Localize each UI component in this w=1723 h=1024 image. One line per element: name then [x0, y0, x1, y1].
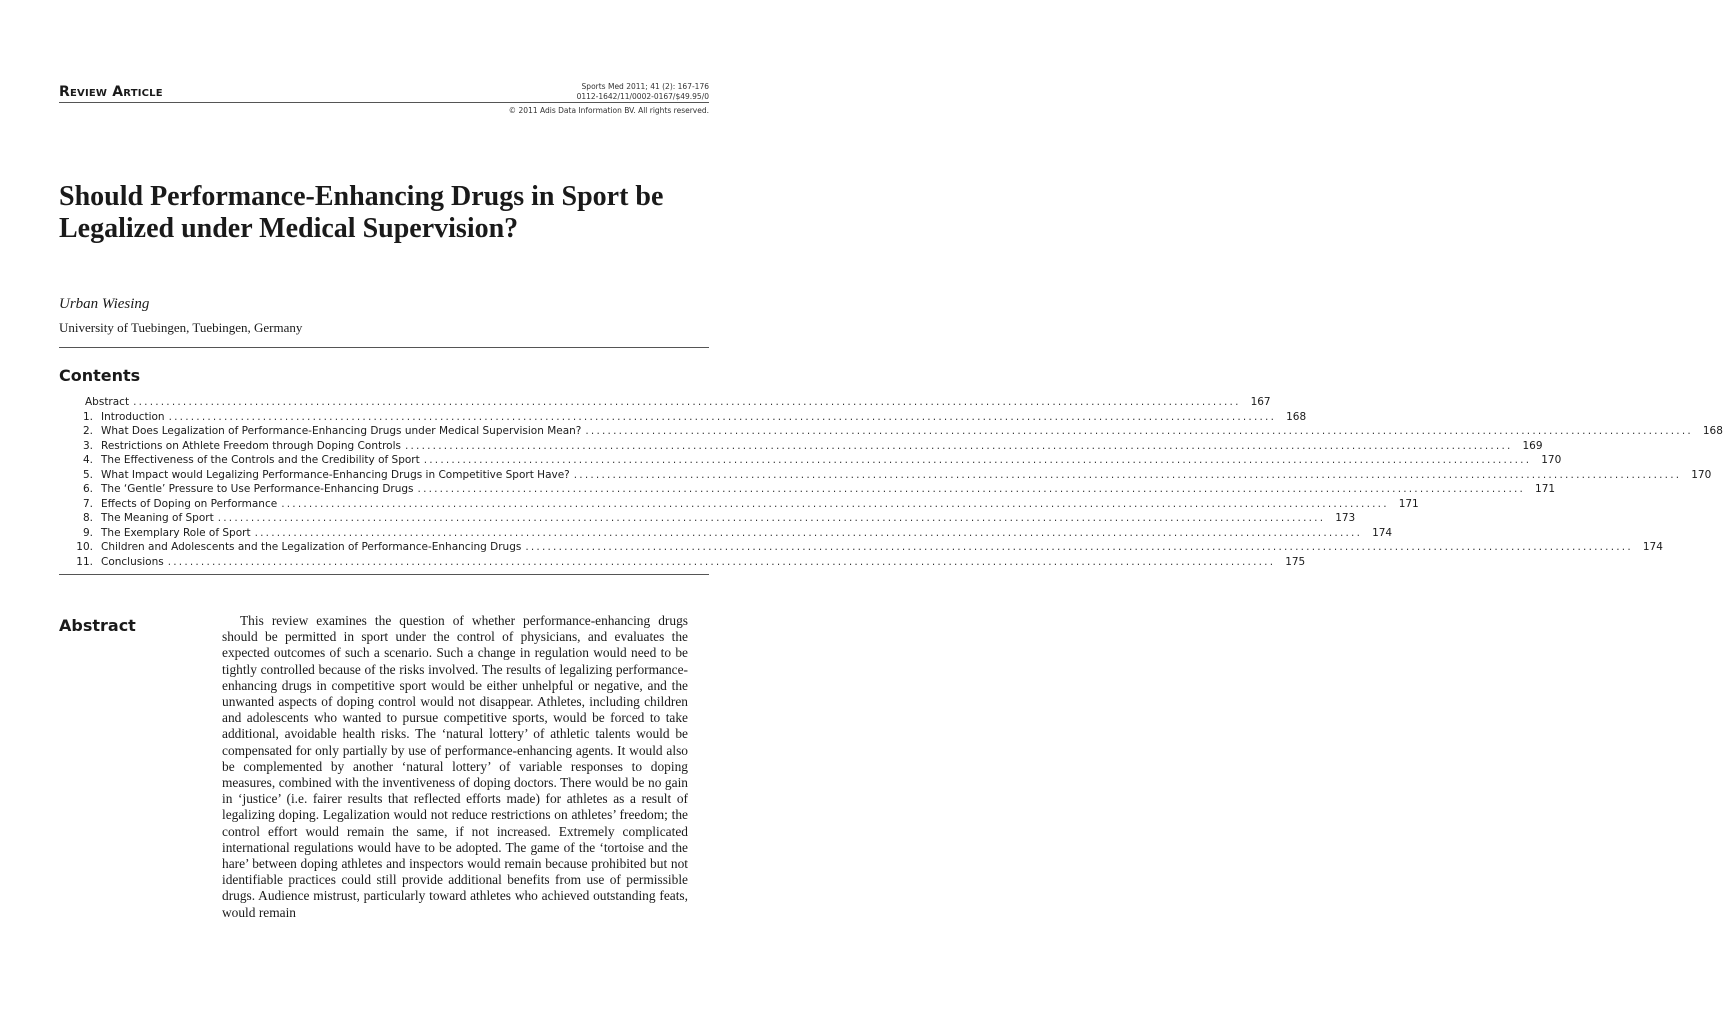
- toc-entry[interactable]: [59, 425, 1723, 440]
- toc-entry-title: What Impact would Legalizing Performance-Enhancing Drugs in Competitive Sport Have?: [101, 468, 570, 481]
- toc-entry-page: 171: [1535, 483, 1556, 495]
- toc-entry-number: 3.: [82, 439, 93, 452]
- toc-entry-page: 170: [1691, 468, 1712, 481]
- toc-entry-title: The Effectiveness of the Controls and the Credibility of Sport: [101, 454, 420, 466]
- toc-leader-dots: ........................................................................................................................................................................................................: [133, 396, 1241, 408]
- toc-entry[interactable]: [59, 512, 1356, 527]
- toc-entry-page: 174: [1372, 526, 1393, 539]
- toc-entry[interactable]: [59, 497, 1419, 513]
- toc-entry-page: 175: [1285, 555, 1306, 568]
- toc-entry-page: 171: [1398, 497, 1419, 510]
- article-title: Should Performance-Enhancing Drugs in Sport be Legalized under Medical Supervision?: [59, 181, 664, 244]
- toc-entry-number: 4.: [82, 454, 93, 466]
- toc-leader-dots: ........................................................................................................................................................................................................: [404, 439, 1513, 452]
- header-rule: [59, 102, 709, 103]
- toc-entry-number: 9.: [82, 526, 93, 539]
- toc-entry-title: What Does Legalization of Performance-Enhancing Drugs under Medical Supervision Mean?: [101, 425, 582, 437]
- toc-entry-title: Restrictions on Athlete Freedom through Doping Controls: [101, 439, 401, 452]
- contents-rule: [59, 574, 709, 575]
- toc-entry[interactable]: [59, 454, 1562, 469]
- issn: 0112-1642/11/0002-0167/$49.95/0: [576, 91, 709, 101]
- toc-entry-number: 7.: [82, 497, 93, 510]
- toc-entry[interactable]: [59, 555, 1306, 571]
- table-of-contents: [59, 396, 1723, 570]
- toc-entry-page: 173: [1335, 512, 1356, 524]
- toc-leader-dots: ........................................................................................................................................................................................................: [217, 512, 1326, 524]
- toc-entry-number: 5.: [82, 468, 93, 481]
- toc-leader-dots: ........................................................................................................................................................................................................: [525, 541, 1633, 553]
- toc-entry-title: Abstract: [85, 396, 130, 408]
- journal-reference: Sports Med 2011; 41 (2): 167-176: [581, 82, 709, 91]
- toc-entry-title: The Exemplary Role of Sport: [101, 526, 251, 539]
- toc-leader-dots: ........................................................................................................................................................................................................: [168, 410, 1277, 423]
- journal-meta: [577, 82, 709, 101]
- toc-entry-page: 167: [1250, 396, 1271, 408]
- toc-entry[interactable]: [59, 439, 1543, 455]
- toc-entry-number: 11.: [76, 555, 93, 568]
- toc-entry[interactable]: [59, 526, 1393, 542]
- toc-leader-dots: ........................................................................................................................................................................................................: [423, 454, 1532, 466]
- toc-entry-number: 2.: [82, 425, 93, 437]
- toc-entry-title: The Meaning of Sport: [101, 512, 214, 524]
- toc-entry-number: 10.: [76, 541, 93, 553]
- abstract-heading: Abstract: [59, 616, 136, 635]
- toc-entry-number: 1.: [82, 410, 93, 423]
- author-affiliation: University of Tuebingen, Tuebingen, Germany: [59, 320, 303, 335]
- toc-entry[interactable]: [59, 396, 1271, 411]
- contents-heading: Contents: [59, 366, 141, 385]
- toc-entry-page: 170: [1541, 454, 1562, 466]
- toc-entry-title: The ‘Gentle’ Pressure to Use Performance-Enhancing Drugs: [101, 483, 414, 495]
- toc-entry-page: 174: [1642, 541, 1663, 553]
- author-name: Urban Wiesing: [59, 296, 150, 312]
- toc-entry[interactable]: [59, 468, 1712, 484]
- toc-leader-dots: ........................................................................................................................................................................................................: [417, 483, 1526, 495]
- toc-leader-dots: ........................................................................................................................................................................................................: [585, 425, 1693, 437]
- toc-entry[interactable]: [59, 410, 1307, 426]
- copyright: © 2011 Adis Data Information BV. All rights reserved.: [508, 106, 709, 115]
- toc-leader-dots: ........................................................................................................................................................................................................: [167, 555, 1276, 568]
- toc-leader-dots: ........................................................................................................................................................................................................: [573, 468, 1682, 481]
- section-label: Review Article: [59, 84, 163, 100]
- toc-leader-dots: ........................................................................................................................................................................................................: [281, 497, 1389, 510]
- abstract-text: This review examines the question of whether performance-enhancing drugs should be permitted in sport under the control of physicians, and evaluates the expected outcomes of such a scenario. Such a change in regulation would need to be tightly controlled because of the risks involved. The results of legalizing performance-enhancing drugs in competitive sport would be either unhelpful or negative, and the unwanted aspects of doping control would not disappear. Athletes, including children and adolescents who wanted to pursue competitive sports, would be forced to take additional, avoidable health risks. The ‘natural lottery’ of athletic talents would be compensated for only partially by use of performance-enhancing agents. It would also be complemented by another ‘natural lottery’ of variable responses to doping measures, combined with the inventiveness of doping doctors. There would be no gain in ‘justice’ (i.e. fairer results that reflected efforts made) for athletes as a result of legalizing doping. Legalization would not reduce restrictions on athletes’ freedom; the control effort would remain the same, if not increased. Extremely complicated international regulations would have to be adopted. The game of the ‘tortoise and the hare’ between doping athletes and inspectors would remain because prohibited but not identifiable practices could still provide additional benefits from use of permissible drugs. Audience mistrust, particularly toward athletes who achieved outstanding feats, would remain: [222, 613, 688, 920]
- toc-leader-dots: ........................................................................................................................................................................................................: [254, 526, 1363, 539]
- toc-entry-number: 6.: [82, 483, 93, 495]
- title-rule: [59, 347, 709, 348]
- toc-entry[interactable]: [59, 541, 1663, 556]
- toc-entry-title: Introduction: [101, 410, 165, 423]
- toc-entry-page: 169: [1522, 439, 1543, 452]
- toc-entry-number: 8.: [82, 512, 93, 524]
- toc-entry-page: 168: [1286, 410, 1307, 423]
- toc-entry-page: 168: [1702, 425, 1723, 437]
- toc-entry-title: Children and Adolescents and the Legalization of Performance-Enhancing Drugs: [101, 541, 522, 553]
- toc-entry-title: Effects of Doping on Performance: [101, 497, 278, 510]
- toc-entry-title: Conclusions: [101, 555, 164, 568]
- toc-entry[interactable]: [59, 483, 1556, 498]
